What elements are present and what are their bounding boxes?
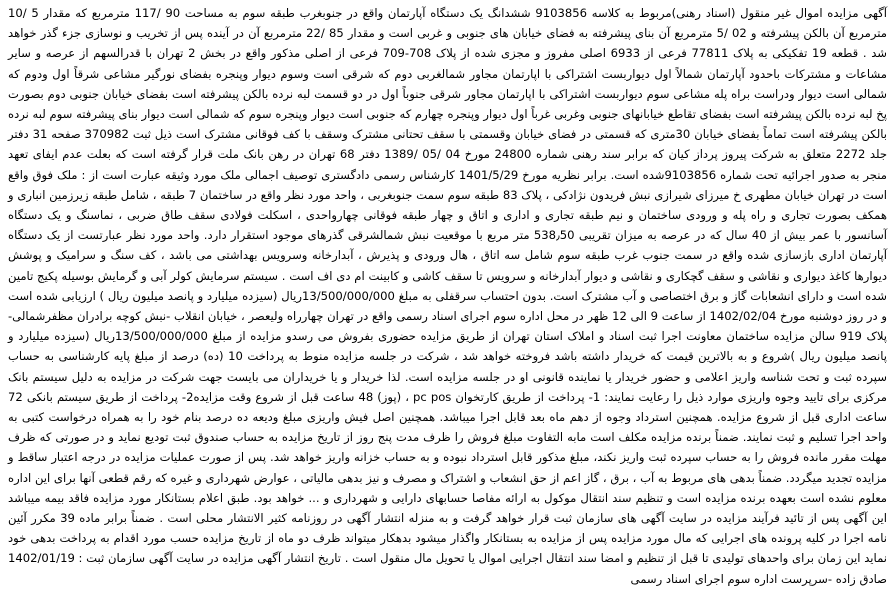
auction-notice-text: آگهی مزایده اموال غیر منقول (اسناد رهنی)مربوط به کلاسه 9103856 ششدانگ یک دستگاه آپارتمان واقع در جنوبغرب طبقه سوم به مساحت 90 /117 مترمربع که مقدار 5 /10 مترمربع آن بالکن پیشرفته و 02 /5 مترمربع آن بنای پیشرفته به فضای خیابان های جنوبی و غربی است و مقدار 85 /22 مترمربع آن در آینده پس از تخریب و نوسازی جزء گذر خواهد شد . قطعه 19 تفکیکی به پلاک 77811 فرعی از 6933 اصلی مفروز و مجزی شده از پلاک 708-709 فرعی از اصلی مذکور واقع در بخش 2 تهران با قدرالسهم از عرصه و سایر مشاعات و مشترکات باحدود آپارتمان شمالاً اول دیواربست اشتراکی با اپارتمان مجاور شمالغربی دوم که شرقی است وسوم دیوار وپنجره بفضای نورگیر مشاعی شرقاً اول ودوم که شمالی است دیوار ودراست براه پله مشاعی سوم دیواربست اشتراکی با اپارتمان مجاور شرقی جنوباً اول در دو قسمت لبه نرده بالکن پیشرفته است بفضای خیابان جنوبی دوم بصورت پخ لبه نرده بالکن پیشرفته است بفضای تقاطع خیابانهای جنوبی وغربی غرباً اول دیوار وپنجره چهارم که جنوبی است دیوار وپنجره سوم که شمالی است دیوار بنای پیشرفته سوم لبه نرده بالکن پیشرفته است تماماً بفضای خیابان 30متری که قسمتی در فضای خیابان وقسمتی با سقف تحتانی مشترک وسقف با کف فوقانی مشترک است ذیل ثبت 370982 صفحه 31 دفتر جلد 2272 متعلق به شرکت پیروز پرداز کیان که برابر سند رهنی شماره 24800 مورخ 04 /05 /1389 دفتر 68 تهران در رهن بانک ملت قرار گرفته است که بعلت عدم ایفای تعهد منجر به صدور اجرائیه تحت شماره 9103856شده است. برابر نظریه مورخ 1401/5/29 کارشناس رسمی دادگستری توصیف اجمالی ملک مورد وثیقه عبارت است از : ملک فوق واقع است در تهران خیابان مطهری خ میرزای شیرازی نبش فریدون نژادکی ، پلاک 83 طبقه سوم سمت جنوبغربی ، واحد مورد نظر واقع در ساختمان 7 طبقه ، شامل طبقه زیرزمین انباری و همکف بصورت تجاری و راه پله و ورودی ساختمان و نیم طبقه تجاری و اداری و اتاق و چهار طبقه فوقانی چهارواحدی ، اسکلت فولادی سقف طاق ضربی ، نماسنگ و یک دستگاه آسانسور با عمر بیش از 40 سال که در عرصه به میزان تقریبی 538٫50 متر مربع با موقعیت نبش شمالشرقی گذرهای موجود استقرار دارد. واحد مورد نظر عبارتست از یک دستگاه آپارتمان اداری بازسازی شده واقع در سمت جنوب غرب طبقه سوم شامل سه اتاق ، هال ورودی و پذیرش ، آبدارخانه وسرویس بهداشتی می باشد ، کف سنگ و سرامیک و پوشش دیوارها کاغذ دیواری و نقاشی و سقف گچکاری و نقاشی و دیوار آبدارخانه و سرویس تا سقف کاشی و کابینت ام دی اف است . سیستم سرمایش کولر آبی و گرمایش بوسیله پکیج تامین شده است و دارای انشعابات گاز و برق اختصاصی و آب مشترک است. بدون احتساب سرقفلی به مبلغ 13/500/000/000ریال (سیزده میلیارد و پانصد میلیون ریال ) ارزیابی شده است و در روز دوشنبه مورخ 1402/02/04 از ساعت 9 الی 12 ظهر در محل اداره سوم اجرای اسناد رسمی واقع در تهران چهارراه ولیعصر ، خیابان انقلاب -نبش کوچه برادران مظفرشمالی- پلاک 919 سالن مزایده ساختمان معاونت اجرا ثبت اسناد و املاک استان تهران از طریق مزایده حضوری بفروش می رسدو مزایده از مبلغ 13/500/000/000ریال (سیزده میلیارد و پانصد میلیون ریال )شروع و به بالاترین قیمت که خریدار داشته باشد فروخته خواهد شد ، شرکت در جلسه مزایده منوط به پرداخت 10 (ده) درصد از مبلغ پایه کارشناسی به حساب سپرده ثبت و تحت شناسه واریز اعلامی و حضور خریدار یا نماینده قانونی او در جلسه مزایده است. لذا خریدار و یا خریداران می بایست جهت شرکت در مزایده به دلیل سیستم بانک مرکزی برای تایید وجوه واریزی موارد ذیل را رعایت نمایند: 1- پرداخت از طریق کارتخوان pc pos ، (پوز) 48 ساعت قبل از شروع وقت مزایده2- پرداخت از طریق سیستم بانکی 72 ساعت اداری قبل از شروع مزایده. همچنین استرداد وجوه از دهم ماه بعد قابل اجرا میباشد. همچنین اصل فیش واریزی مبلغ ودیعه ده درصد بنام خود را به همراه درخواست کتبی به واحد اجرا تسلیم و ثبت نمایند. ضمناً برنده مزایده مکلف است مابه التفاوت مبلغ فروش را ظرف مدت پنج روز از تاریخ مزایده به حساب صندوق ثبت تودیع نماید و در صورتی که ظرف مهلت مقرر مانده فروش را به حساب سپرده ثبت واریز نکند، مبلغ مذکور قابل استرداد نبوده و به حساب خزانه واریز خواهد شد. پس از صورت عملیات مزایده در درجه اعتبار ساقط و مزایده تجدید میگردد. ضمناً بدهی های مربوط به آب ، برق ، گاز اعم از حق انشعاب و اشتراک و مصرف و نیز بدهی مالیاتی ، عوارض شهرداری و غیره که رقم قطعی آنها برای این اداره معلوم نشده است بعهده برنده مزایده است و تنظیم سند انتقال موکول به ارائه مفاصا حسابهای دارایی و شهرداری و ... خواهد بود. طبق اعلام بستانکار مورد مزایده فاقد بیمه میباشد این آگهی پس از تائید فرآیند مزایده در سایت آگهی های سازمان ثبت قرار خواهد گرفت و به منزله انتشار آگهی در روزنامه کثیر الانتشار محلی است . ضمناً برابر ماده 39 مکرر آئین نامه اجرا در کلیه پرونده های اجرایی که مال مورد مزایده پس از مزایده به بستانکار واگذار میشود بدهکار میتواند ظرف دو ماه از تاریخ مزایده حسب مورد اقدام به پرداخت بدهی خود نماید این زمان برای واحدهای تولیدی تا قبل از تنظیم و امضا سند انتقال اجرایی اموال یا تحویل مال منقول است . تاریخ انتشار آگهی مزایده در سایت آگهی سازمان ثبت : 1402/01/19 صادق زاده -سرپرست اداره سوم اجرای اسناد رسمی <box>8 6 888 586</box>
